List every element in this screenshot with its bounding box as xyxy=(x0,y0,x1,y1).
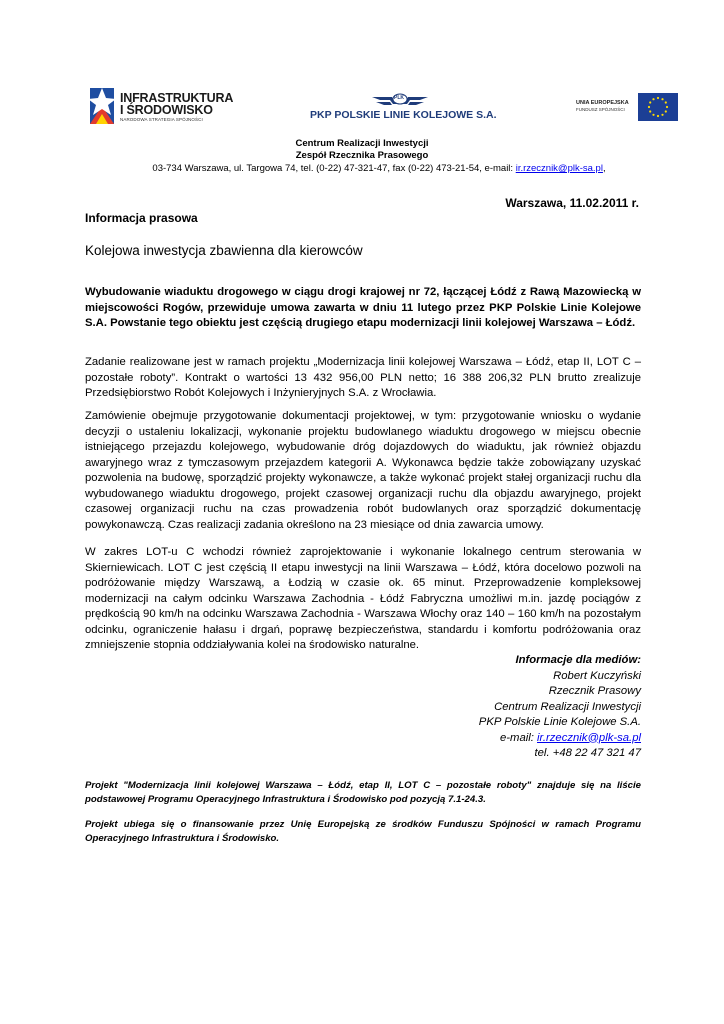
footer-note-1: Projekt "Modernizacja linii kolejowej Warszawa – Łódź, etap II, LOT C – pozostałe roboty" znajduje się na liście podstawowej Programu Operacyjnego Infrastruktura i Środowisko pod pozycją 7.1-24.3. xyxy=(85,780,641,805)
contact-phone: tel. +48 22 47 321 47 xyxy=(534,747,641,759)
body-paragraph-3: W zakres LOT-u C wchodzi również zaprojektowanie i wykonanie lokalnego centrum sterowania w Skierniewicach. LOT C jest częścią II etapu inwestycji na linii Warszawa – Łódź, która docelowo pozwoli na podróżowanie między Warszawą, a Łodzią w czasie ok. 65 minut. Przeprowadzenie kompleksowej modernizacji na całym odcinku Warszawa Zachodnia - Łódź Fabryczna umożliwi m.in. jazdę pociągów z prędkością 90 km/h na odcinku Warszawa Zachodnia - Warszawa Włochy oraz 140 – 160 km/h na pozostałym odcinku, ograniczenie hałasu i drgań, poprawę bezpieczeństwa, standardu i komfortu podróżowania oraz zmniejszenie stopnia oddziaływania kolei na środowisko naturalne. xyxy=(85,546,641,651)
contact-company: PKP Polskie Linie Kolejowe S.A. xyxy=(478,716,641,728)
media-contact xyxy=(341,653,641,762)
header-email-link[interactable]: ir.rzecznik@plk-sa.pl xyxy=(515,163,603,174)
plk-logo xyxy=(310,92,497,124)
contact-email-label: e-mail: xyxy=(499,731,538,744)
lead-paragraph: Wybudowanie wiaduktu drogowego w ciągu drogi krajowej nr 72, łączącej Łódź z Rawą Mazowiecką w miejscowości Rogów, przewiduje umowa zawarta w dniu 11 lutego przez PKP Polskie Linie Kolejowe S.A. Powstanie tego obiektu jest częścią drugiego etapu modernizacji linii kolejowej Warszawa – Łódź. xyxy=(85,286,641,329)
plk-company-name: PKP POLSKIE LINIE KOLEJOWE S.A. xyxy=(310,109,497,121)
logo-left-line2: I ŚRODOWISKO xyxy=(120,103,213,117)
doc-type: Informacja prasowa xyxy=(85,211,198,225)
page-title: Kolejowa inwestycja zbawienna dla kierowców xyxy=(85,243,363,258)
logo-left-line3: NARODOWA STRATEGIA SPÓJNOŚCI xyxy=(120,117,203,122)
address-line xyxy=(17,163,724,175)
org-line2: Zespół Rzecznika Prasowego xyxy=(295,150,429,161)
eu-logo xyxy=(566,92,678,122)
eu-label-line1: UNIA EUROPEJSKA xyxy=(576,100,629,106)
contact-email-link[interactable]: ir.rzecznik@plk-sa.pl xyxy=(537,731,641,744)
address-text: 03-734 Warszawa, ul. Targowa 74, tel. (0-22) 47-321-47, fax (0-22) 473-21-54, e-mail: xyxy=(152,163,516,174)
date-line: Warszawa, 11.02.2011 r. xyxy=(505,196,639,210)
plk-emblem-text: PLK xyxy=(394,95,404,101)
logo-left-line1: INFRASTRUKTURA xyxy=(120,91,234,105)
body-paragraph-2: Zamówienie obejmuje przygotowanie dokumentacji projektowej, w tym: przygotowanie wniosku o wydanie decyzji o ustaleniu lokalizacji, wykonanie projektu budowlanego wiaduktu drogowego w miejscu obecnie istniejącego przejazdu kolejowego, wybudowanie dróg dojazdowych do wiaduktu, jak również objazdu awaryjnego wraz z tymczasowym przejazdem kategorii A. Wykonawca będzie także zobowiązany uzyskać pozwolenia na budowę, sporządzić projekty wykonawcze, a także wykonać projekt stałej organizacji ruchu dla wybudowanego wiaduktu drogowego, projekt czasowej organizacji ruchu dla objazdu awaryjnego, projekt czasowej organizacji ruchu na czas prowadzenia robót budowlanych oraz sporządzić dokumentację powykonawczą. Czas realizacji zadania określono na 23 miesiące od dnia zawarcia umowy. xyxy=(85,410,641,531)
contact-heading: Informacje dla mediów: xyxy=(515,654,641,666)
infrastruktura-logo xyxy=(88,84,238,128)
contact-role: Rzecznik Prasowy xyxy=(548,685,641,697)
body-paragraph-1: Zadanie realizowane jest w ramach projektu „Modernizacja linii kolejowej Warszawa – Łódź, etap II, LOT C – pozostałe roboty”. Kontrakt o wartości 13 432 956,00 PLN netto; 16 388 206,32 PLN brutto zrealizuje Przedsiębiorstwo Robót Kolejowych i Inżynieryjnych S.A. z Wrocławia. xyxy=(85,356,641,399)
footer-note-2: Projekt ubiega się o finansowanie przez Unię Europejską ze środków Funduszu Spójności w ramach Programu Operacyjnego Infrastruktura i Środowisko. xyxy=(85,819,641,844)
contact-email-line xyxy=(341,731,641,747)
eu-flag-icon xyxy=(638,93,678,121)
address-end: , xyxy=(602,163,606,174)
org-line1: Centrum Realizacji Inwestycji xyxy=(295,138,429,149)
eu-label-line2: FUNDUSZ SPÓJNOŚCI xyxy=(576,107,625,112)
infrastruktura-emblem-icon xyxy=(88,84,118,128)
contact-org: Centrum Realizacji Inwestycji xyxy=(494,700,641,713)
contact-name: Robert Kuczyński xyxy=(553,669,641,682)
